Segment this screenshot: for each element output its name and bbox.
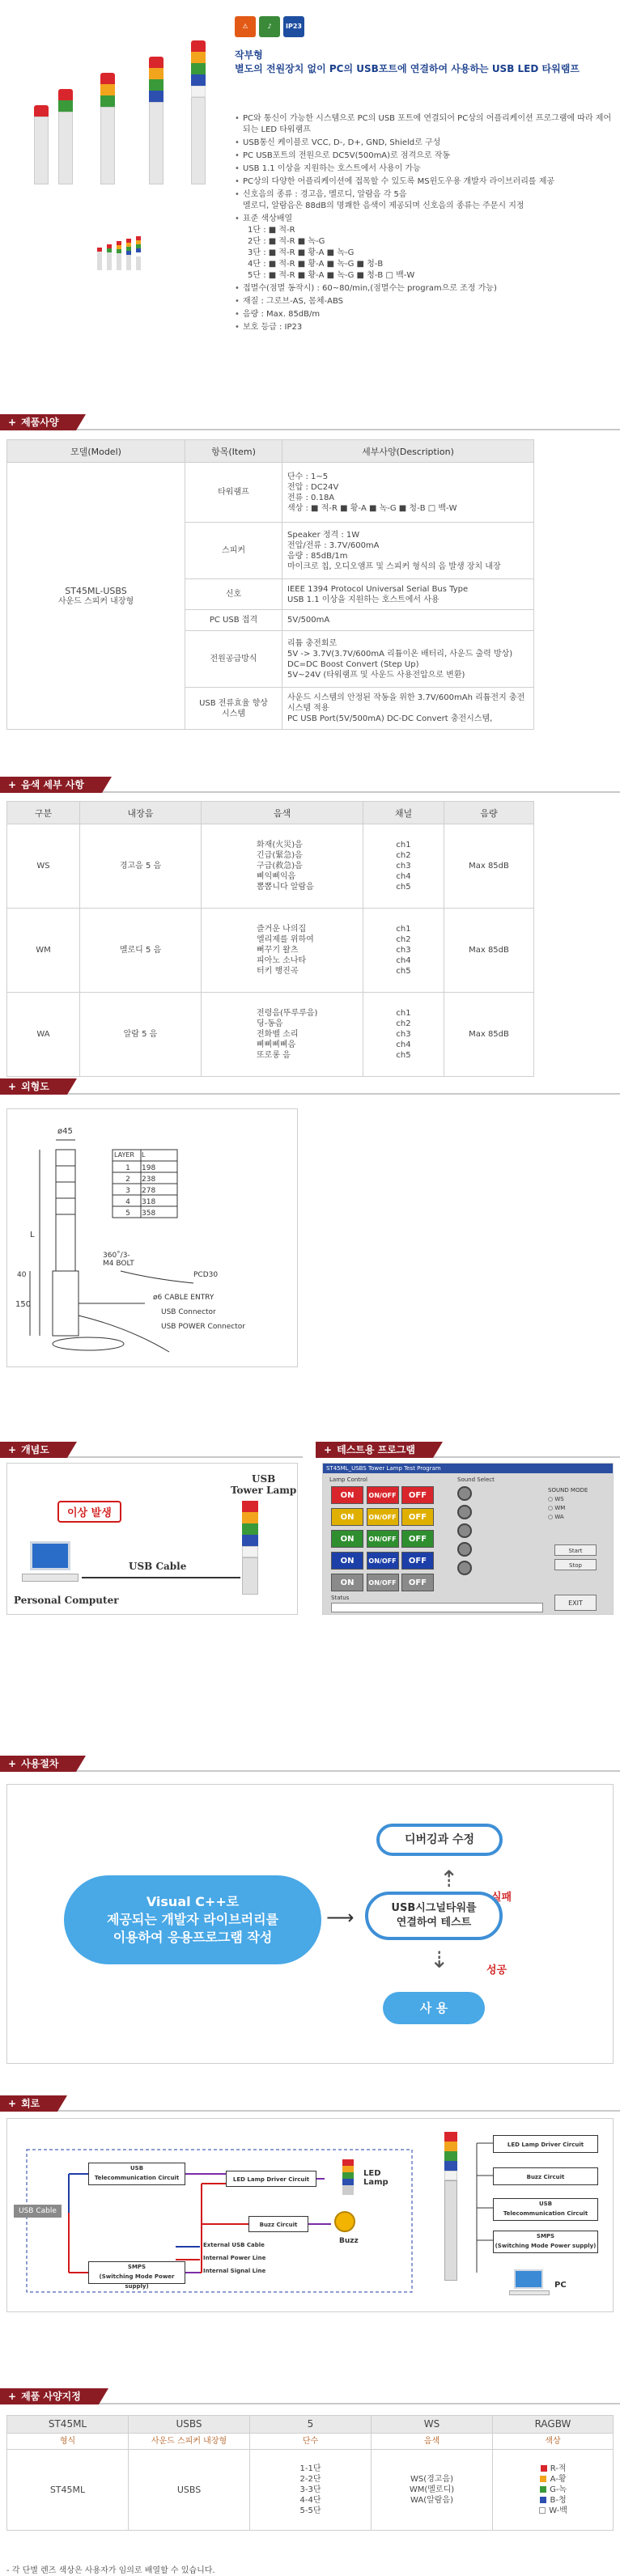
plus-icon: + bbox=[8, 1081, 17, 1092]
color-option bbox=[498, 2485, 608, 2495]
onoff-button[interactable]: ON/OFF bbox=[367, 1574, 399, 1591]
sound-section-header bbox=[0, 777, 620, 793]
feature-item: • 보호 등급 : IP23 bbox=[235, 322, 615, 333]
lamp-control-label: Lamp Control bbox=[329, 1477, 367, 1483]
speaker-row[interactable] bbox=[457, 1486, 530, 1502]
layer-table-header bbox=[114, 1151, 177, 1159]
exit-button[interactable]: EXIT bbox=[554, 1595, 597, 1611]
channel-cell bbox=[363, 909, 444, 993]
value-cell bbox=[372, 2450, 493, 2531]
section-title: 회로 bbox=[21, 2098, 40, 2109]
legend-external: External USB Cable bbox=[203, 2242, 265, 2248]
dimension-l-label: L bbox=[30, 1231, 35, 1239]
alarm-box: 이상 발생 bbox=[57, 1501, 121, 1523]
off-button[interactable]: OFF bbox=[401, 1530, 434, 1548]
onoff-button[interactable]: ON/OFF bbox=[367, 1552, 399, 1570]
off-button[interactable]: OFF bbox=[401, 1552, 434, 1570]
tone-item: 피아노 소나타 bbox=[257, 956, 307, 965]
tone-cell bbox=[202, 993, 363, 1077]
down-arrow-icon: ⇣ bbox=[430, 1947, 449, 1973]
label-row bbox=[7, 2434, 614, 2450]
channel-item: ch1 bbox=[396, 841, 411, 849]
label-cell: 사운드 스피커 내장형 bbox=[129, 2434, 250, 2450]
pc-label: PC bbox=[554, 2281, 567, 2290]
channel-item: ch4 bbox=[396, 872, 411, 881]
sound-option-label: WS bbox=[554, 1496, 564, 1502]
feature-item: • PC상의 다양한 어플리케이션에 접목할 수 있도록 MS윈도우용 개발자 라이브러리를 제공 bbox=[235, 176, 615, 188]
fail-label: 실패 bbox=[491, 1892, 512, 1904]
speaker-icon bbox=[457, 1523, 472, 1538]
color-row: 2단 : ■ 적-R ■ 녹-G bbox=[248, 237, 325, 246]
smps-box: SMPS (Switching Mode Power supply) bbox=[88, 2261, 185, 2284]
layer-option: 3-3단 bbox=[299, 2485, 321, 2494]
tone-cell bbox=[202, 909, 363, 993]
color-option-label: G-녹 bbox=[550, 2485, 567, 2494]
desc-cell: IEEE 1394 Protocol Universal Serial Bus Type USB 1.1 이상을 지원하는 호스트에서 사용 bbox=[282, 579, 534, 610]
tone-item: 전화벨 소리 bbox=[257, 1030, 299, 1039]
tower-lamp-1-layer bbox=[34, 105, 49, 184]
speaker-icon bbox=[457, 1561, 472, 1575]
table-header: 항목(Item) bbox=[185, 440, 282, 463]
sound-option: WS(경고음) bbox=[410, 2475, 454, 2484]
color-option-label: A-황 bbox=[550, 2475, 567, 2484]
volume-cell: Max 85dB bbox=[444, 909, 534, 993]
tower-lamp-3-layer bbox=[100, 73, 115, 184]
value-row bbox=[7, 2450, 614, 2531]
desc-cell: 사운드 시스템의 안정된 작동을 위한 3.7V/600mAh 리튬전지 충전시스템 적용 PC USB Port(5V/500mA) DC-DC Convert 충전시스템, bbox=[282, 688, 534, 730]
start-button[interactable]: Start bbox=[554, 1544, 597, 1556]
sound-badge-icon: ♪ bbox=[259, 16, 280, 37]
buzz-icon bbox=[334, 2211, 355, 2232]
channel-item: ch3 bbox=[396, 862, 411, 871]
sound-option[interactable]: ○ WA bbox=[548, 1514, 564, 1520]
speaker-row[interactable] bbox=[457, 1505, 530, 1521]
stop-button[interactable]: Stop bbox=[554, 1559, 597, 1570]
on-button[interactable]: ON bbox=[331, 1574, 363, 1591]
channel-cell bbox=[363, 993, 444, 1077]
code-cell: ST45ML bbox=[7, 2416, 129, 2434]
table-header: 모델(Model) bbox=[7, 440, 185, 463]
tone-item: 삐익삐익음 bbox=[257, 872, 296, 881]
tone-item: 또로롱 음 bbox=[257, 1051, 291, 1060]
layer-option: 1-1단 bbox=[299, 2464, 321, 2473]
ordering-section-header bbox=[0, 2388, 620, 2404]
telecom-circuit-box: USB Telecommunication Circuit bbox=[88, 2163, 185, 2185]
section-title: 테스트용 프로그램 bbox=[337, 1444, 415, 1455]
layer-value: 4 bbox=[125, 1198, 130, 1206]
code-cell: WS bbox=[372, 2416, 493, 2434]
speaker-icon bbox=[457, 1542, 472, 1557]
tone-item: 삐삐삐삐음 bbox=[257, 1040, 296, 1049]
off-button[interactable]: OFF bbox=[401, 1486, 434, 1504]
table-row bbox=[7, 463, 534, 523]
off-button[interactable]: OFF bbox=[401, 1508, 434, 1526]
on-button[interactable]: ON bbox=[331, 1508, 363, 1526]
feature-item: • USB 1.1 이상을 지원하는 호스트에서 사용이 가능 bbox=[235, 163, 615, 175]
main-step-box: Visual C++로 제공되는 개발자 라이브러리를 이용하여 응용프로그램 작성 bbox=[64, 1875, 321, 1964]
circuit-panel bbox=[6, 2118, 614, 2312]
color-option bbox=[498, 2506, 608, 2516]
value-cell bbox=[493, 2450, 614, 2531]
item-cell: 신호 bbox=[185, 579, 282, 610]
table-header: 채널 bbox=[363, 802, 444, 824]
ordering-table bbox=[6, 2415, 614, 2531]
color-option-label: W-백 bbox=[549, 2506, 567, 2515]
channel-cell bbox=[363, 824, 444, 909]
use-step-box: 사 용 bbox=[383, 1992, 485, 2024]
builtin-cell: 멜로디 5 음 bbox=[80, 909, 202, 993]
code-cell: USBS bbox=[129, 2416, 250, 2434]
plus-icon: + bbox=[8, 1444, 17, 1455]
feature-list bbox=[235, 113, 615, 335]
buzz-label: Buzz bbox=[339, 2237, 359, 2245]
layer-value: 5 bbox=[125, 1210, 130, 1218]
tone-item: 즐거운 나의집 bbox=[257, 925, 307, 934]
color-row: 1단 : ■ 적-R bbox=[248, 226, 295, 235]
lamp-row-amber bbox=[331, 1508, 444, 1527]
right-tower-illustration bbox=[444, 2132, 457, 2281]
right-arrow-icon: ⟶ bbox=[326, 1906, 355, 1929]
type-cell: WM bbox=[7, 909, 80, 993]
right-led-driver-box: LED Lamp Driver Circuit bbox=[493, 2135, 598, 2153]
lamp-row-red bbox=[331, 1486, 444, 1506]
sound-mode-group bbox=[548, 1486, 605, 1522]
led-driver-box: LED Lamp Driver Circuit bbox=[226, 2171, 316, 2187]
type-cell: WA bbox=[7, 993, 80, 1077]
label-cell: 단수 bbox=[250, 2434, 372, 2450]
concept-section-header bbox=[0, 1442, 303, 1458]
value-cell bbox=[250, 2450, 372, 2531]
desc-cell: 5V/500mA bbox=[282, 610, 534, 631]
tone-item: 딩-동음 bbox=[257, 1019, 283, 1028]
table-row bbox=[7, 909, 534, 993]
channel-item: ch2 bbox=[396, 935, 411, 944]
test-program-panel bbox=[322, 1463, 614, 1615]
sound-option[interactable]: ○ WS bbox=[548, 1496, 564, 1502]
lamp-row-white bbox=[331, 1574, 444, 1593]
section-title: 음색 세부 사항 bbox=[21, 779, 84, 790]
tower-lamp-2-layer bbox=[58, 89, 73, 184]
on-button[interactable]: ON bbox=[331, 1530, 363, 1548]
table-header: 음색 bbox=[202, 802, 363, 824]
tone-item: 전령음(뚜루루음) bbox=[257, 1009, 318, 1018]
layer-value: 1 bbox=[125, 1164, 130, 1172]
length-value: 358 bbox=[142, 1210, 156, 1218]
pc-icon bbox=[509, 2269, 550, 2297]
color-option-label: R-적 bbox=[550, 2464, 567, 2473]
channel-item: ch2 bbox=[396, 851, 411, 860]
layer-value: 2 bbox=[125, 1176, 130, 1184]
dimension-drawing bbox=[7, 1109, 299, 1368]
layer-option: 5-5단 bbox=[299, 2506, 321, 2515]
feature-item: • 접멸수(점멸 동작시) : 60~80/min,(점멸수는 program으로 조정 가능) bbox=[235, 283, 615, 294]
on-button[interactable]: ON bbox=[331, 1552, 363, 1570]
layer-value: 3 bbox=[125, 1187, 130, 1195]
tower-lamp-illustration bbox=[242, 1501, 258, 1598]
plus-icon: + bbox=[8, 2098, 17, 2109]
sound-table bbox=[6, 801, 534, 1077]
model-name: ST45ML-USBS bbox=[65, 585, 127, 596]
off-button[interactable]: OFF bbox=[401, 1574, 434, 1591]
table-row bbox=[7, 824, 534, 909]
ip23-label: IP23 bbox=[286, 23, 302, 30]
color-option-label: B-청 bbox=[550, 2496, 567, 2505]
plus-icon: + bbox=[8, 2391, 17, 2402]
tone-item: 뻐꾸기 왈츠 bbox=[257, 946, 299, 955]
channel-item: ch5 bbox=[396, 1051, 411, 1060]
layer-header: LAYER bbox=[114, 1151, 134, 1159]
test-program-titlebar: ST45ML_USBS Tower Lamp Test Program bbox=[323, 1464, 613, 1473]
tower-lamp-4-layer bbox=[149, 57, 163, 184]
builtin-cell: 알람 5 음 bbox=[80, 993, 202, 1077]
code-cell: RAGBW bbox=[493, 2416, 614, 2434]
speaker-icon bbox=[457, 1486, 472, 1501]
buzz-circuit-box: Buzz Circuit bbox=[248, 2216, 308, 2232]
layer-row bbox=[114, 1197, 177, 1208]
circuit-section-header bbox=[0, 2095, 620, 2112]
feature-item bbox=[235, 214, 615, 282]
tone-item: 화재(火災)음 bbox=[257, 841, 303, 849]
item-cell: 전원공급방식 bbox=[185, 631, 282, 688]
onoff-button[interactable]: ON/OFF bbox=[367, 1486, 399, 1504]
item-cell: 타워램프 bbox=[185, 463, 282, 523]
speaker-row[interactable] bbox=[457, 1523, 530, 1540]
layer-option: 4-4단 bbox=[299, 2496, 321, 2505]
onoff-button[interactable]: ON/OFF bbox=[367, 1530, 399, 1548]
sound-select-label: Sound Select bbox=[457, 1477, 495, 1483]
plus-icon: + bbox=[8, 417, 17, 428]
color-option bbox=[498, 2474, 608, 2485]
sound-option: WA(알람음) bbox=[410, 2496, 453, 2505]
speaker-icon bbox=[457, 1505, 472, 1519]
test-section-header bbox=[316, 1442, 620, 1458]
desc-cell: 리튬 충전회로 5V -> 3.7V(3.7V/600mA 리튬이온 배터리, 사운드 출력 방상) DC=DC Boost Convert (Step Up) 5V~24V (타워램프 및 사운드 사용전압으로 변환) bbox=[282, 631, 534, 688]
channel-item: ch3 bbox=[396, 946, 411, 955]
channel-item: ch5 bbox=[396, 883, 411, 892]
item-cell: USB 전류효율 향상 시스템 bbox=[185, 688, 282, 730]
color-option bbox=[498, 2464, 608, 2474]
ip23-badge bbox=[283, 16, 304, 37]
sound-option: WM(멜로디) bbox=[409, 2485, 455, 2494]
up-arrow-icon: ⇡ bbox=[440, 1866, 459, 1892]
section-title: 외형도 bbox=[21, 1081, 49, 1092]
usb-cable-tag: USB Cable bbox=[14, 2205, 62, 2218]
channel-item: ch4 bbox=[396, 956, 411, 965]
layer-option: 2-2단 bbox=[299, 2475, 321, 2484]
channel-item: ch5 bbox=[396, 967, 411, 976]
plus-icon: + bbox=[324, 1444, 333, 1455]
sound-option-label: WM bbox=[554, 1505, 566, 1511]
feature-item: • 재질 : 그로브-AS, 몸체-ABS bbox=[235, 296, 615, 307]
l-header: L bbox=[142, 1151, 146, 1159]
tone-item: 엘리제를 위하여 bbox=[257, 935, 314, 944]
layer-table-rows bbox=[114, 1163, 177, 1219]
sound-option[interactable]: ○ WM bbox=[548, 1505, 566, 1511]
table-header: 음량 bbox=[444, 802, 534, 824]
usb-connector-label: USB Connector bbox=[161, 1308, 216, 1316]
tower-lamp-thumbnail bbox=[96, 236, 146, 270]
spec-table bbox=[6, 439, 534, 730]
speaker-row[interactable] bbox=[457, 1561, 530, 1577]
onoff-button[interactable]: ON/OFF bbox=[367, 1508, 399, 1526]
sound-option-label: WA bbox=[554, 1514, 564, 1520]
procedure-panel bbox=[6, 1784, 614, 2064]
speaker-row[interactable] bbox=[457, 1542, 530, 1558]
layer-row bbox=[114, 1163, 177, 1174]
tone-item: 긴급(緊急)음 bbox=[257, 851, 303, 860]
length-value: 198 bbox=[142, 1164, 156, 1172]
section-title: 제품 사양지정 bbox=[21, 2391, 81, 2402]
layer-row bbox=[114, 1174, 177, 1185]
dimension-h-label: 150 bbox=[15, 1300, 32, 1309]
dimension-sub-label: 40 bbox=[17, 1271, 27, 1279]
feature-item: • PC USB포트의 전원으로 DC5V(500mA)로 점격으로 작동 bbox=[235, 150, 615, 162]
right-smps-box: SMPS (Switching Mode Power supply) bbox=[493, 2231, 598, 2253]
ordering-note: - 각 단별 렌즈 색상은 사용자가 임의로 배열할 수 있습니다. bbox=[6, 2566, 215, 2575]
legend-signal: Internal Signal Line bbox=[203, 2268, 266, 2274]
color-row: 4단 : ■ 적-R ■ 황-A ■ 녹-G ■ 청-B bbox=[248, 260, 384, 269]
led-lamp-label: LED Lamp bbox=[363, 2169, 389, 2187]
legend-power: Internal Power Line bbox=[203, 2255, 266, 2261]
section-title: 사용절차 bbox=[21, 1758, 59, 1769]
dimension-drawing-panel bbox=[6, 1108, 298, 1367]
table-header: 구분 bbox=[7, 802, 80, 824]
model-cell bbox=[7, 463, 185, 730]
desc-cell: Speaker 정격 : 1W 전압/전류 : 3.7V/600mA 음량 : 85dB/1m 마이크로 칩, 오디오앰프 및 스피커 형식의 음 발생 장치 내장 bbox=[282, 523, 534, 579]
status-field bbox=[331, 1603, 543, 1612]
feature-item: • 신호음의 종류 : 경고음, 멜로디, 알람음 각 5음 멜로디, 알람음은 88dB의 명쾌한 음색이 제공되며 신호음의 종류는 주문시 지정 bbox=[235, 189, 615, 212]
procedure-section-header bbox=[0, 1756, 620, 1772]
usb-cable-label: USB Cable bbox=[129, 1561, 187, 1572]
item-cell: 스피커 bbox=[185, 523, 282, 579]
section-title: 제품사양 bbox=[21, 417, 59, 428]
label-cell: 형식 bbox=[7, 2434, 129, 2450]
tower-lamp-label: USB Tower Lamp bbox=[231, 1473, 297, 1496]
dimension-section-header bbox=[0, 1078, 620, 1095]
channel-item: ch1 bbox=[396, 1009, 411, 1018]
length-value: 238 bbox=[142, 1176, 156, 1184]
label-cell: 음색 bbox=[372, 2434, 493, 2450]
tone-item: 뽐뽐니다 알람음 bbox=[257, 883, 314, 892]
tone-item: 터키 행진곡 bbox=[257, 967, 299, 976]
lamp-control-grid bbox=[331, 1486, 444, 1593]
lamp-row-green bbox=[331, 1530, 444, 1549]
bolt-label: 360˚/3- M4 BOLT bbox=[103, 1252, 134, 1268]
concept-diagram-panel bbox=[6, 1463, 298, 1615]
layer-row bbox=[114, 1208, 177, 1219]
led-lamp-illustration bbox=[342, 2159, 354, 2195]
dimension-diameter-label: ø45 bbox=[57, 1127, 73, 1136]
on-button[interactable]: ON bbox=[331, 1486, 363, 1504]
status-label: Status bbox=[331, 1595, 350, 1601]
table-header: 세부사양(Description) bbox=[282, 440, 534, 463]
test-step-box: USB시그널타워를 연결하여 테스트 bbox=[365, 1892, 503, 1940]
feature-item: • USB통신 케이블로 VCC, D-, D+, GND, Shield로 구성 bbox=[235, 138, 615, 149]
volume-cell: Max 85dB bbox=[444, 993, 534, 1077]
pcd-label: PCD30 bbox=[193, 1271, 219, 1279]
right-buzz-box: Buzz Circuit bbox=[493, 2167, 598, 2185]
model-subtitle: 사운드 스피커 내장형 bbox=[57, 596, 134, 606]
plus-icon: + bbox=[8, 779, 17, 790]
personal-computer-label: Personal Computer bbox=[14, 1595, 119, 1606]
plus-icon: + bbox=[8, 1758, 17, 1769]
channel-item: ch1 bbox=[396, 925, 411, 934]
tone-item: 구급(救急)음 bbox=[257, 862, 303, 871]
channel-item: ch2 bbox=[396, 1019, 411, 1028]
feature-item: • 음량 : Max. 85dB/m bbox=[235, 309, 615, 320]
cable-entry-label: ø6 CABLE ENTRY bbox=[153, 1294, 214, 1302]
spec-section-header bbox=[0, 414, 620, 430]
lamp-row-blue bbox=[331, 1552, 444, 1571]
color-arrangement-label: 표준 색상배열 bbox=[243, 214, 293, 223]
length-value: 278 bbox=[142, 1187, 156, 1195]
success-label: 성공 bbox=[486, 1964, 507, 1976]
code-row bbox=[7, 2416, 614, 2434]
sound-mode-label: SOUND MODE bbox=[548, 1487, 588, 1493]
value-cell: ST45ML bbox=[7, 2450, 129, 2531]
builtin-cell: 경고음 5 음 bbox=[80, 824, 202, 909]
channel-item: ch4 bbox=[396, 1040, 411, 1049]
pc-illustration bbox=[22, 1541, 79, 1583]
code-cell: 5 bbox=[250, 2416, 372, 2434]
warning-badge-icon: ⚠ bbox=[235, 16, 256, 37]
usb-power-label: USB POWER Connector bbox=[161, 1323, 245, 1331]
tone-cell bbox=[202, 824, 363, 909]
channel-item: ch3 bbox=[396, 1030, 411, 1039]
feature-item: • PC와 통신이 가능한 시스템으로 PC의 USB 포트에 연결되어 PC상의 어플리케이션 프로그램에 따라 제어되는 LED 타워램프 bbox=[235, 113, 615, 136]
item-cell: PC USB 접격 bbox=[185, 610, 282, 631]
volume-cell: Max 85dB bbox=[444, 824, 534, 909]
value-cell: USBS bbox=[129, 2450, 250, 2531]
type-cell: WS bbox=[7, 824, 80, 909]
layer-row bbox=[114, 1185, 177, 1197]
color-row: 3단 : ■ 적-R ■ 황-A ■ 녹-G bbox=[248, 248, 355, 257]
length-value: 318 bbox=[142, 1198, 156, 1206]
color-option bbox=[498, 2495, 608, 2506]
right-telecom-box: USB Telecommunication Circuit bbox=[493, 2198, 598, 2221]
usb-cable-line bbox=[82, 1577, 240, 1578]
table-header: 내장음 bbox=[80, 802, 202, 824]
section-title: 개념도 bbox=[21, 1444, 49, 1455]
tower-lamp-5-layer bbox=[191, 40, 206, 184]
sound-select-list bbox=[457, 1486, 530, 1577]
product-title: 작부형 별도의 전원장치 없이 PC의 USB포트에 연결하여 사용하는 USB LED 타워램프 bbox=[235, 49, 580, 74]
table-row bbox=[7, 993, 534, 1077]
color-row: 5단 : ■ 적-R ■ 황-A ■ 녹-G ■ 청-B □ 백-W bbox=[248, 271, 415, 280]
desc-cell: 단수 : 1~5 전압 : DC24V 전류 : 0.18A 색상 : ■ 적-R ■ 황-A ■ 녹-G ■ 청-B □ 백-W bbox=[282, 463, 534, 523]
debug-step-box: 디버깅과 수정 bbox=[376, 1824, 503, 1856]
label-cell: 색상 bbox=[493, 2434, 614, 2450]
